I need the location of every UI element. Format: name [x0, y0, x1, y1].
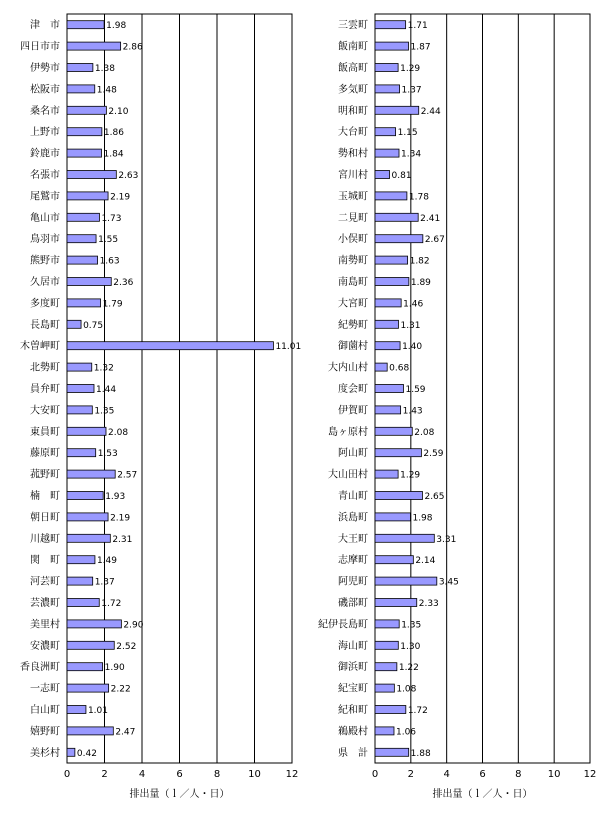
category-label: 木曽岬町	[20, 341, 60, 353]
bar	[67, 748, 75, 756]
bar	[375, 42, 409, 50]
category-label: 三雲町	[338, 20, 368, 32]
category-label: 県 計	[338, 747, 368, 759]
bar	[375, 427, 412, 435]
value-label: 1.31	[400, 320, 421, 331]
category-label: 白山町	[30, 705, 60, 716]
category-label: 紀勢町	[338, 319, 368, 331]
bar	[67, 385, 94, 393]
bar	[375, 706, 406, 714]
category-label: 宮川村	[338, 170, 368, 181]
bar	[375, 192, 407, 200]
value-label: 1.43	[402, 406, 423, 417]
category-label: 鵜殿村	[338, 726, 368, 738]
value-label: 1.38	[94, 64, 115, 74]
category-label: 尾鷲市	[30, 191, 60, 203]
value-label: 2.47	[115, 727, 136, 738]
category-label: 明和町	[338, 105, 368, 117]
value-label: 2.08	[414, 427, 435, 438]
value-label: 2.08	[108, 427, 129, 438]
bar	[67, 235, 96, 243]
value-label: 2.31	[112, 534, 133, 545]
category-label: 大安町	[30, 405, 60, 417]
bar	[67, 85, 95, 93]
category-label: 度会町	[338, 384, 368, 395]
left-chart	[20, 14, 301, 800]
bar	[375, 513, 410, 521]
category-label: 御薗村	[338, 341, 368, 353]
category-label: 関 町	[30, 555, 60, 567]
value-label: 1.44	[96, 385, 117, 395]
bar	[67, 684, 109, 692]
category-label: 一志町	[30, 683, 60, 695]
value-label: 2.41	[420, 213, 441, 224]
bar	[375, 85, 400, 93]
value-label: 1.78	[408, 192, 429, 203]
value-label: 1.30	[400, 641, 421, 652]
value-label: 1.88	[410, 748, 431, 759]
bar	[67, 706, 86, 714]
x-tick-label: 6	[176, 769, 183, 780]
x-tick-label: 8	[515, 769, 522, 780]
value-label: 1.01	[87, 706, 108, 716]
value-label: 3.31	[436, 534, 457, 545]
category-label: 大内山村	[328, 362, 368, 374]
bar	[375, 492, 422, 500]
bar	[375, 149, 399, 157]
bar	[67, 171, 116, 179]
bar	[375, 128, 396, 136]
value-label: 1.84	[103, 149, 124, 160]
x-axis-label: 排出量（ｌ／人・日）	[432, 789, 533, 800]
category-label: 阿児町	[338, 576, 368, 588]
category-label: 亀山市	[30, 212, 60, 224]
x-tick-label: 2	[101, 769, 108, 780]
category-label: 南島町	[338, 277, 368, 288]
value-label: 1.08	[396, 684, 417, 695]
bar	[67, 363, 92, 371]
bar	[375, 385, 403, 393]
category-label: 東員町	[30, 426, 60, 438]
category-label: 紀和町	[338, 705, 368, 716]
value-label: 1.86	[103, 128, 124, 139]
category-label: 紀伊長島町	[318, 619, 368, 631]
category-label: 勢和村	[338, 148, 368, 160]
category-label: 鳥羽市	[30, 234, 60, 246]
bar	[67, 278, 111, 286]
bar	[67, 42, 121, 50]
bar	[375, 684, 394, 692]
category-label: 大山田村	[328, 469, 368, 481]
value-label: 1.98	[412, 513, 433, 524]
category-label: 芸濃町	[30, 598, 60, 609]
bar	[375, 748, 409, 756]
value-label: 1.34	[401, 149, 422, 160]
bar	[67, 727, 113, 735]
bar	[375, 534, 434, 542]
value-label: 1.49	[96, 556, 117, 567]
category-label: 菰野町	[30, 469, 60, 481]
value-label: 1.32	[93, 363, 114, 374]
category-label: 熊野市	[30, 255, 60, 267]
bar	[375, 299, 401, 307]
value-label: 1.35	[401, 620, 422, 631]
bar	[375, 320, 398, 328]
category-label: 浜島町	[338, 512, 368, 524]
category-label: 津 市	[30, 20, 60, 32]
x-tick-label: 6	[479, 769, 486, 780]
bar	[67, 492, 103, 500]
bar	[67, 192, 108, 200]
bar	[375, 641, 398, 649]
category-label: 大台町	[338, 127, 368, 139]
value-label: 1.90	[104, 663, 125, 674]
category-label: 桑名市	[30, 105, 60, 117]
category-label: 安濃町	[30, 640, 60, 652]
category-label: 玉城町	[338, 191, 368, 203]
value-label: 1.15	[397, 128, 418, 139]
bar	[67, 620, 121, 628]
category-label: 紀宝町	[338, 683, 368, 695]
value-label: 1.37	[401, 85, 422, 96]
value-label: 2.10	[108, 106, 129, 117]
bar	[67, 599, 99, 607]
category-label: 飯南町	[338, 41, 368, 53]
category-label: 藤原町	[30, 448, 60, 460]
value-label: 11.01	[275, 342, 302, 353]
value-label: 3.45	[438, 577, 459, 588]
value-label: 2.65	[424, 492, 445, 502]
bar	[67, 21, 104, 29]
bar	[375, 64, 398, 72]
value-label: 1.93	[105, 492, 126, 502]
category-label: 南勢町	[338, 255, 368, 267]
value-label: 2.52	[116, 641, 137, 652]
category-label: 志摩町	[338, 555, 368, 567]
value-label: 1.35	[94, 406, 115, 417]
category-label: 飯高町	[338, 63, 368, 74]
bar	[67, 641, 114, 649]
x-tick-label: 4	[138, 769, 146, 780]
value-label: 1.29	[400, 64, 421, 74]
bar	[67, 663, 103, 671]
bar	[67, 406, 92, 414]
bar	[375, 235, 423, 243]
value-label: 1.72	[407, 706, 428, 716]
category-label: 多気町	[338, 84, 368, 96]
category-label: 小俣町	[338, 234, 368, 246]
category-label: 磯部町	[338, 598, 368, 609]
bar	[375, 577, 437, 585]
right-chart	[318, 14, 596, 800]
bar	[375, 342, 400, 350]
category-label: 大王町	[338, 533, 368, 545]
value-label: 1.63	[99, 256, 120, 267]
bar	[67, 299, 101, 307]
bar	[375, 599, 417, 607]
value-label: 1.37	[94, 577, 115, 588]
x-tick-label: 12	[285, 769, 299, 780]
bar	[375, 213, 418, 221]
bar	[67, 534, 110, 542]
category-label: 島ヶ原村	[328, 426, 368, 438]
bar	[67, 513, 108, 521]
x-tick-label: 0	[371, 769, 379, 780]
bar	[67, 342, 273, 350]
category-label: 川越町	[30, 533, 60, 545]
value-label: 2.90	[123, 620, 144, 631]
value-label: 1.48	[96, 85, 117, 96]
bar	[67, 213, 99, 221]
value-label: 1.46	[403, 299, 424, 310]
value-label: 1.06	[395, 727, 417, 738]
bar	[375, 21, 406, 29]
bar	[375, 406, 401, 414]
value-label: 1.89	[410, 278, 431, 288]
value-label: 2.44	[420, 106, 441, 117]
value-label: 2.67	[424, 235, 445, 246]
x-tick-label: 10	[547, 769, 561, 780]
category-label: 海山町	[338, 640, 368, 652]
value-label: 0.81	[391, 171, 412, 181]
category-label: 美里村	[30, 619, 60, 631]
value-label: 2.19	[110, 192, 131, 203]
bar	[67, 427, 106, 435]
value-label: 1.40	[402, 342, 423, 353]
bar	[67, 106, 106, 114]
value-label: 2.19	[110, 513, 131, 524]
bar	[375, 363, 387, 371]
bar	[375, 556, 413, 564]
bar	[375, 663, 397, 671]
bar	[375, 106, 419, 114]
category-label: 青山町	[338, 491, 368, 502]
category-label: 大宮町	[338, 298, 368, 310]
category-label: 久居市	[30, 277, 60, 288]
x-tick-label: 8	[213, 769, 221, 780]
category-label: 名張市	[30, 170, 60, 181]
bar	[375, 727, 394, 735]
category-label: 阿山町	[338, 448, 368, 460]
value-label: 1.73	[101, 213, 122, 224]
value-label: 2.63	[118, 171, 139, 181]
value-label: 2.86	[122, 42, 143, 53]
bar	[375, 278, 409, 286]
category-label: 北勢町	[30, 362, 60, 374]
bar	[67, 149, 102, 157]
value-label: 2.22	[110, 684, 131, 695]
bar	[375, 470, 398, 478]
bar	[67, 128, 102, 136]
category-label: 美杉村	[30, 747, 60, 759]
value-label: 2.33	[418, 599, 439, 609]
category-label: 松阪市	[30, 84, 60, 96]
bar	[67, 320, 81, 328]
category-label: 二見町	[338, 212, 368, 224]
value-label: 1.98	[106, 21, 127, 32]
value-label: 1.82	[409, 256, 430, 267]
x-tick-label: 4	[443, 769, 450, 780]
bar	[67, 256, 98, 264]
category-label: 嬉野町	[30, 726, 60, 738]
category-label: 楠 町	[30, 491, 60, 502]
bar	[375, 171, 390, 179]
value-label: 1.79	[102, 299, 123, 310]
category-label: 長島町	[30, 319, 60, 331]
value-label: 0.42	[76, 748, 97, 759]
bar	[67, 449, 96, 457]
bar	[67, 556, 95, 564]
x-tick-label: 10	[248, 769, 261, 780]
value-label: 1.22	[398, 663, 419, 674]
value-label: 1.53	[97, 449, 118, 460]
value-label: 1.29	[400, 470, 421, 481]
value-label: 2.14	[415, 556, 436, 567]
x-tick-label: 0	[63, 769, 71, 780]
bar	[375, 256, 408, 264]
value-label: 1.87	[410, 42, 431, 53]
category-label: 河芸町	[30, 576, 60, 588]
x-axis-label: 排出量（ｌ／人・日）	[129, 789, 230, 800]
value-label: 1.72	[101, 599, 122, 609]
category-label: 伊勢市	[30, 63, 60, 74]
bar	[375, 449, 421, 457]
value-label: 1.71	[407, 21, 428, 32]
category-label: 員弁町	[30, 384, 60, 395]
value-label: 0.75	[83, 320, 104, 331]
value-label: 2.59	[423, 449, 444, 460]
category-label: 伊賀町	[338, 405, 368, 417]
value-label: 1.55	[98, 235, 119, 246]
value-label: 0.68	[389, 363, 410, 374]
value-label: 2.36	[113, 278, 134, 288]
category-label: 朝日町	[30, 512, 60, 524]
bar	[67, 64, 93, 72]
category-label: 鈴鹿市	[30, 148, 60, 160]
bar	[67, 470, 115, 478]
category-label: 香良洲町	[20, 662, 60, 674]
bar	[375, 620, 399, 628]
value-label: 1.59	[405, 385, 426, 395]
value-label: 2.57	[117, 470, 138, 481]
bar	[67, 577, 93, 585]
category-label: 四日市市	[20, 41, 60, 53]
category-label: 御浜町	[338, 662, 368, 674]
x-tick-label: 2	[407, 769, 415, 780]
category-label: 多度町	[30, 298, 60, 310]
category-label: 上野市	[30, 127, 60, 139]
x-tick-label: 12	[583, 769, 597, 780]
